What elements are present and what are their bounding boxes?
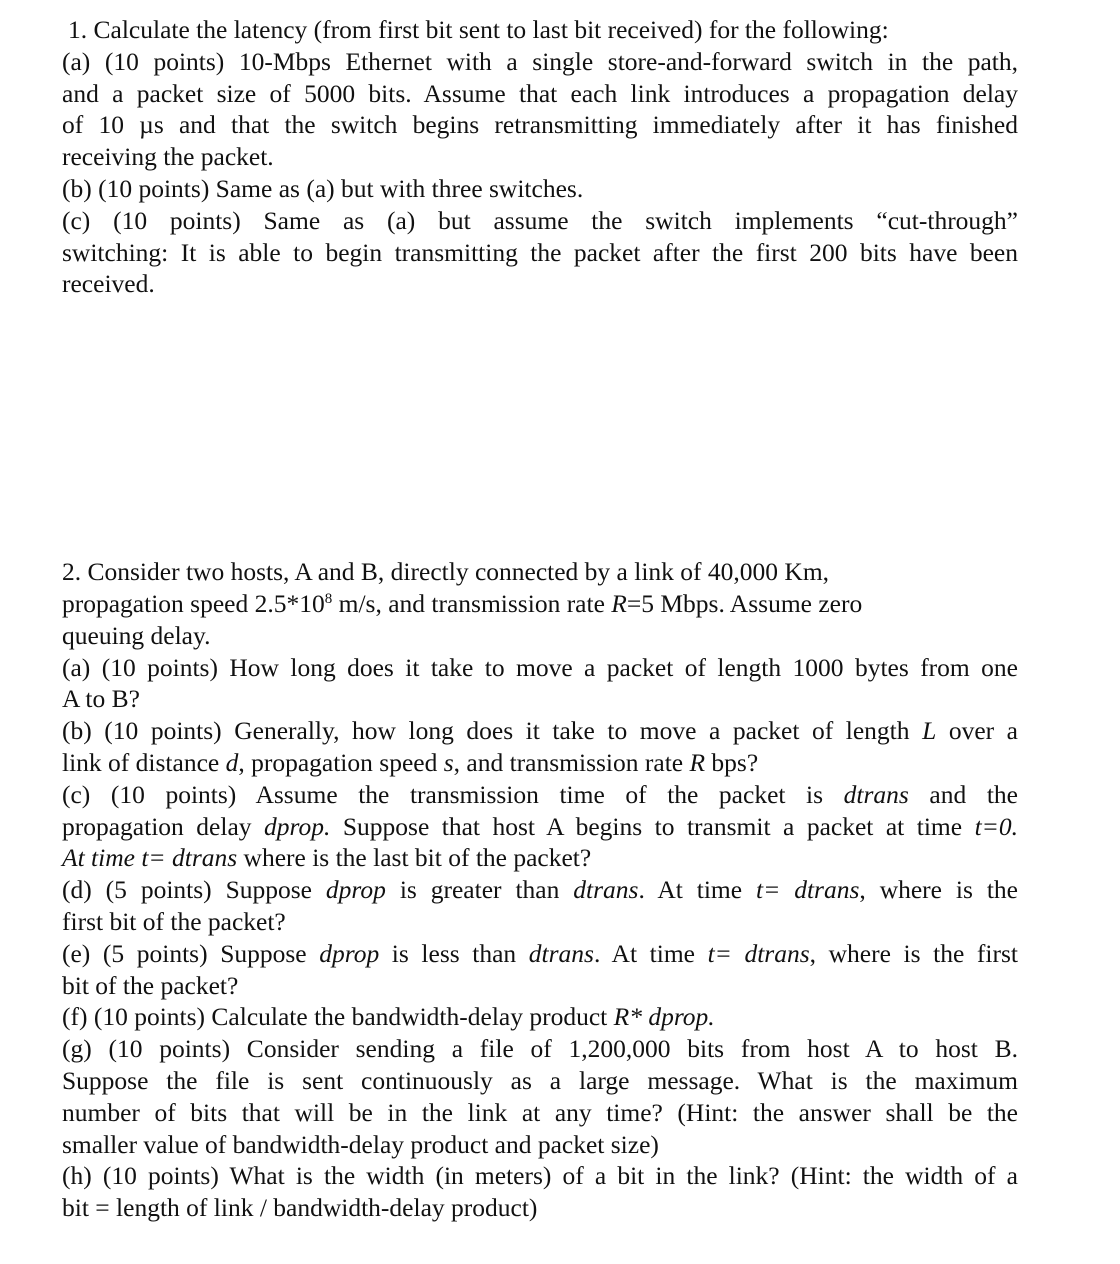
q1-line: (b) (10 points) Same as (a) but with three switches. <box>62 173 584 203</box>
q2-var: dtrans <box>573 875 639 905</box>
question-2 <box>62 556 1018 1224</box>
q2-var: dprop <box>325 875 386 905</box>
q2-text: (e) (5 points) Suppose <box>62 938 320 968</box>
q2-line: first bit of the packet? <box>62 906 286 936</box>
q2-text: over a <box>936 716 1019 746</box>
q2-line <box>62 1001 1018 1033</box>
q2-text: , propagation speed <box>238 747 444 777</box>
q2-text: , and transmission rate <box>453 747 690 777</box>
q2-text: propagation delay <box>62 811 264 841</box>
q2-text: propagation speed 2.5*10 <box>62 588 325 618</box>
question-1 <box>62 14 1018 300</box>
q2-var: t=0. <box>974 811 1018 841</box>
q2-line <box>62 779 1018 811</box>
q2-line: (h) (10 points) What is the width (in meters) of a bit in the link? (Hint: the width of a <box>62 1161 1018 1191</box>
q2-var: L <box>922 716 937 746</box>
q2-text: (f) (10 points) Calculate the bandwidth-delay product <box>62 1002 614 1032</box>
q2-text: m/s, and transmission rate <box>332 588 612 618</box>
q2-line <box>62 747 1018 779</box>
homework-page <box>62 14 1018 1224</box>
q2-text: (d) (5 points) Suppose <box>62 875 326 905</box>
q2-text: , where is the first <box>809 938 1018 968</box>
q2-line: (a) (10 points) How long does it take to move a packet of length 1000 bytes from one <box>62 652 1018 682</box>
q1-line: switching: It is able to begin transmitting the packet after the first 200 bits have been <box>62 237 1018 267</box>
q1-line: (c) (10 points) Same as (a) but assume the switch implements “cut-through” <box>62 205 1018 235</box>
q2-text: (b) (10 points) Generally, how long does it take to move a packet of length <box>62 716 923 746</box>
q2-line: 2. Consider two hosts, A and B, directly connected by a link of 40,000 Km, <box>62 557 830 587</box>
q2-line: smaller value of bandwidth-delay product and packet size) <box>62 1129 659 1159</box>
q2-var: t= dtrans <box>707 938 810 968</box>
q2-var: dtrans <box>843 779 909 809</box>
q2-text: where is the last bit of the packet? <box>237 843 592 873</box>
q2-text: link of distance <box>62 747 226 777</box>
q2-line: Suppose the file is sent continuously as a large message. What is the maximum <box>62 1065 1018 1095</box>
blank-space <box>62 300 1018 556</box>
q2-line: (g) (10 points) Consider sending a file of 1,200,000 bits from host A to host B. <box>62 1034 1018 1064</box>
q2-line: queuing delay. <box>62 620 211 650</box>
q2-line <box>62 938 1018 970</box>
q1-line: and a packet size of 5000 bits. Assume that each link introduces a propagation delay <box>62 78 1018 108</box>
q2-text: , where is the <box>859 875 1018 905</box>
q2-line: bit of the packet? <box>62 970 239 1000</box>
q1-line: received. <box>62 269 155 299</box>
q2-var: R <box>611 588 627 618</box>
q2-var: dprop. <box>264 811 331 841</box>
q2-line <box>62 715 1018 747</box>
q2-var: dprop <box>319 938 380 968</box>
q2-var: R <box>689 747 706 777</box>
q1-line: (a) (10 points) 10-Mbps Ethernet with a single store-and-forward switch in the path, <box>62 46 1018 76</box>
q2-var: R* <box>613 1002 642 1032</box>
q2-line: number of bits that will be in the link at any time? (Hint: the answer shall be the <box>62 1097 1018 1127</box>
q2-text: (c) (10 points) Assume the transmission time of the packet is <box>62 779 844 809</box>
q2-line <box>62 811 1018 843</box>
q2-text: and the <box>908 779 1018 809</box>
q2-text: =5 Mbps. Assume zero <box>626 588 863 618</box>
q2-var: s <box>443 747 454 777</box>
q2-text: Suppose that host A begins to transmit a packet at time <box>330 811 975 841</box>
q2-text: is less than <box>379 938 529 968</box>
q2-text: bps? <box>705 747 759 777</box>
q1-line: 1. Calculate the latency (from first bit sent to last bit received) for the following: <box>68 15 889 44</box>
q2-text: . At time <box>638 875 756 905</box>
q2-line: A to B? <box>62 684 140 714</box>
q2-line <box>62 588 1018 620</box>
q2-var: dtrans <box>528 938 594 968</box>
exponent: 8 <box>324 590 333 607</box>
q2-var: t= dtrans <box>756 875 860 905</box>
q2-line <box>62 874 1018 906</box>
q2-line: bit = length of link / bandwidth-delay product) <box>62 1193 538 1223</box>
q2-var: At time t= dtrans <box>62 843 238 873</box>
q2-text: is greater than <box>385 875 574 905</box>
q2-line <box>62 842 1018 874</box>
q1-line: of 10 µs and that the switch begins retransmitting immediately after it has finished <box>62 110 1018 140</box>
q2-text: . At time <box>593 938 708 968</box>
q2-var: dprop. <box>648 1002 715 1032</box>
q1-line: receiving the packet. <box>62 142 274 172</box>
q2-var: d <box>225 747 239 777</box>
